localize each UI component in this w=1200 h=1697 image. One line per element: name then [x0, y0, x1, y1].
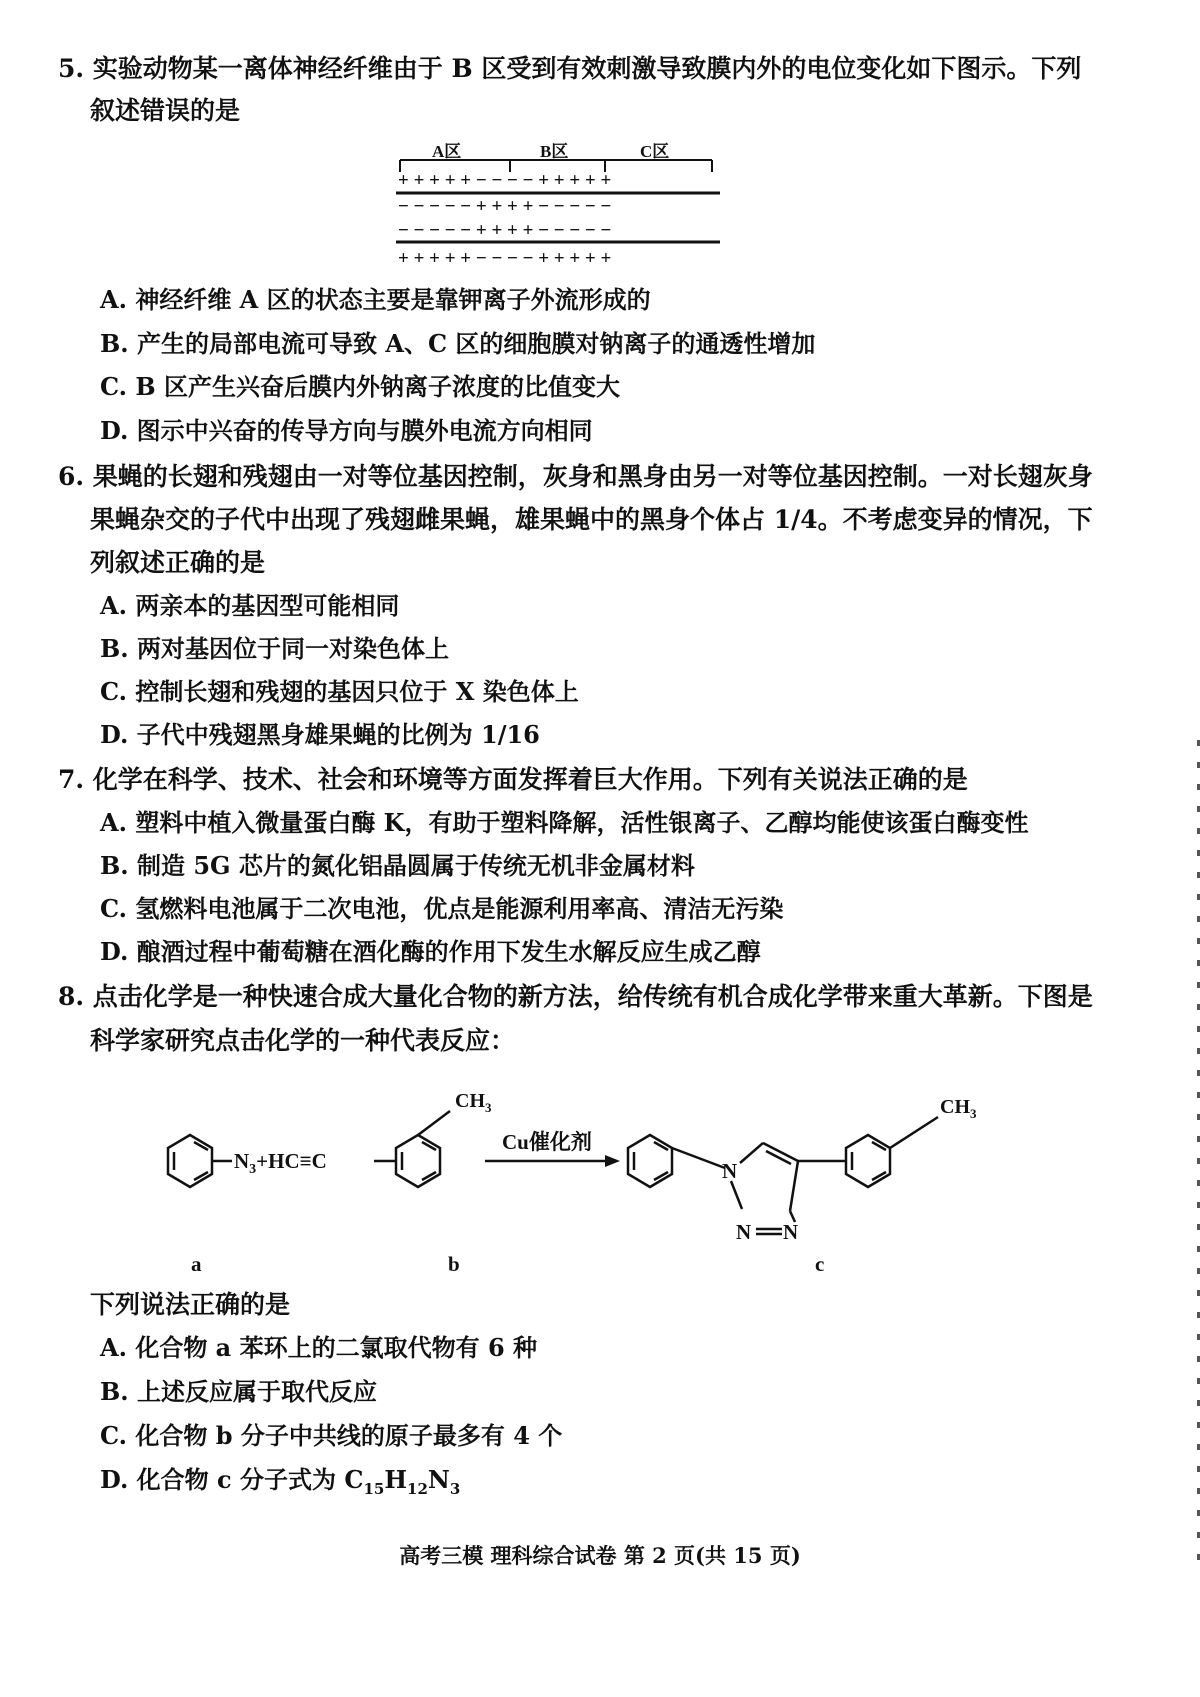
zone-b-label: B区 [540, 142, 569, 161]
membrane-potential-figure [390, 140, 730, 270]
methyl-group-b: $CH_3$ [455, 1090, 492, 1115]
q5-stem-line1: 5. 实验动物某一离体神经纤维由于 B 区受到有效刺激导致膜内外的电位变化如下图示。下列 [58, 54, 1082, 83]
q6-stem-line3: 列叙述正确的是 [90, 548, 266, 577]
q8-prompt: 下列说法正确的是 [90, 1290, 291, 1319]
q7-option-a: A. 塑料中植入微量蛋白酶 K，有助于塑料降解，活性银离子、乙醇均能使该蛋白酶变性 [100, 808, 1029, 837]
q6-stem-line1: 6. 果蝇的长翅和残翅由一对等位基因控制，灰身和黑身由另一对等位基因控制。一对长翅灰身 [58, 462, 1093, 491]
compound-a-structure [168, 1135, 232, 1187]
q7-option-c: C. 氢燃料电池属于二次电池，优点是能源利用率高、清洁无污染 [100, 894, 784, 923]
charge-row-inner-bottom: − − − − − + + + + − − − − − [398, 220, 612, 241]
click-reaction-scheme [150, 1075, 1030, 1280]
q7-stem-line1: 7. 化学在科学、技术、社会和环境等方面发挥着巨大作用。下列有关说法正确的是 [58, 765, 968, 794]
catalyst-label: Cu催化剂 [502, 1130, 592, 1154]
methyl-group-c: $CH_3$ [940, 1096, 977, 1121]
charge-row-outer-top: + + + + + − − − − + + + + + [398, 170, 612, 191]
q6-option-c: C. 控制长翅和残翅的基因只位于 X 染色体上 [100, 677, 579, 706]
q6-option-b: B. 两对基因位于同一对染色体上 [100, 634, 449, 663]
q7-option-d: D. 酿酒过程中葡萄糖在酒化酶的作用下发生水解反应生成乙醇 [100, 937, 761, 966]
triazole-n2: N [736, 1220, 752, 1244]
q8-stem-line2: 科学家研究点击化学的一种代表反应： [90, 1026, 516, 1055]
zone-c-label: C区 [640, 142, 670, 161]
q5-option-d: D. 图示中兴奋的传导方向与膜外电流方向相同 [100, 416, 593, 445]
q5-option-c: C. B 区产生兴奋后膜内外钠离子浓度的比值变大 [100, 372, 621, 401]
q6-option-d: D. 子代中残翅黑身雄果蝇的比例为 1/16 [100, 720, 540, 749]
arrow-head [605, 1155, 620, 1167]
zone-a-label: A区 [432, 142, 462, 161]
label-c: c [815, 1252, 825, 1276]
label-a: a [191, 1252, 202, 1276]
q5-option-b: B. 产生的局部电流可导致 A、C 区的细胞膜对钠离子的通透性增加 [100, 329, 816, 358]
q7-option-b: B. 制造 5G 芯片的氮化铝晶圆属于传统无机非金属材料 [100, 851, 695, 880]
compound-b-structure [374, 1111, 450, 1187]
triazole-n1: N [722, 1159, 738, 1183]
q5-stem-line2: 叙述错误的是 [90, 96, 241, 125]
triazole-n3: N [783, 1220, 799, 1244]
compound-c-structure [628, 1117, 938, 1234]
q8-option-b: B. 上述反应属于取代反应 [100, 1377, 377, 1406]
azide-group: $N_3+HC\equiv C$ [234, 1149, 327, 1177]
q8-option-c: C. 化合物 b 分子中共线的原子最多有 4 个 [100, 1421, 563, 1450]
q6-stem-line2: 果蝇杂交的子代中出现了残翅雌果蝇，雄果蝇中的黑身个体占 1/4。不考虑变异的情况，下 [90, 505, 1093, 534]
charge-row-outer-bottom: + + + + + − − − − + + + + + [398, 248, 612, 269]
q5-option-a: A. 神经纤维 A 区的状态主要是靠钾离子外流形成的 [100, 285, 651, 314]
q8-option-d: D. 化合物 c 分子式为 $C_{15}H_{12}N_3$ [100, 1465, 461, 1498]
q6-option-a: A. 两亲本的基因型可能相同 [100, 591, 400, 620]
page-footer: 高考三模 理科综合试卷 第 2 页(共 15 页) [399, 1543, 801, 1568]
q8-stem-line1: 8. 点击化学是一种快速合成大量化合物的新方法，给传统有机合成化学带来重大革新。下图是 [58, 982, 1093, 1011]
q8-option-a: A. 化合物 a 苯环上的二氯取代物有 6 种 [100, 1333, 538, 1362]
label-b: b [448, 1252, 460, 1276]
charge-row-inner-top: − − − − − + + + + − − − − − [398, 196, 612, 217]
